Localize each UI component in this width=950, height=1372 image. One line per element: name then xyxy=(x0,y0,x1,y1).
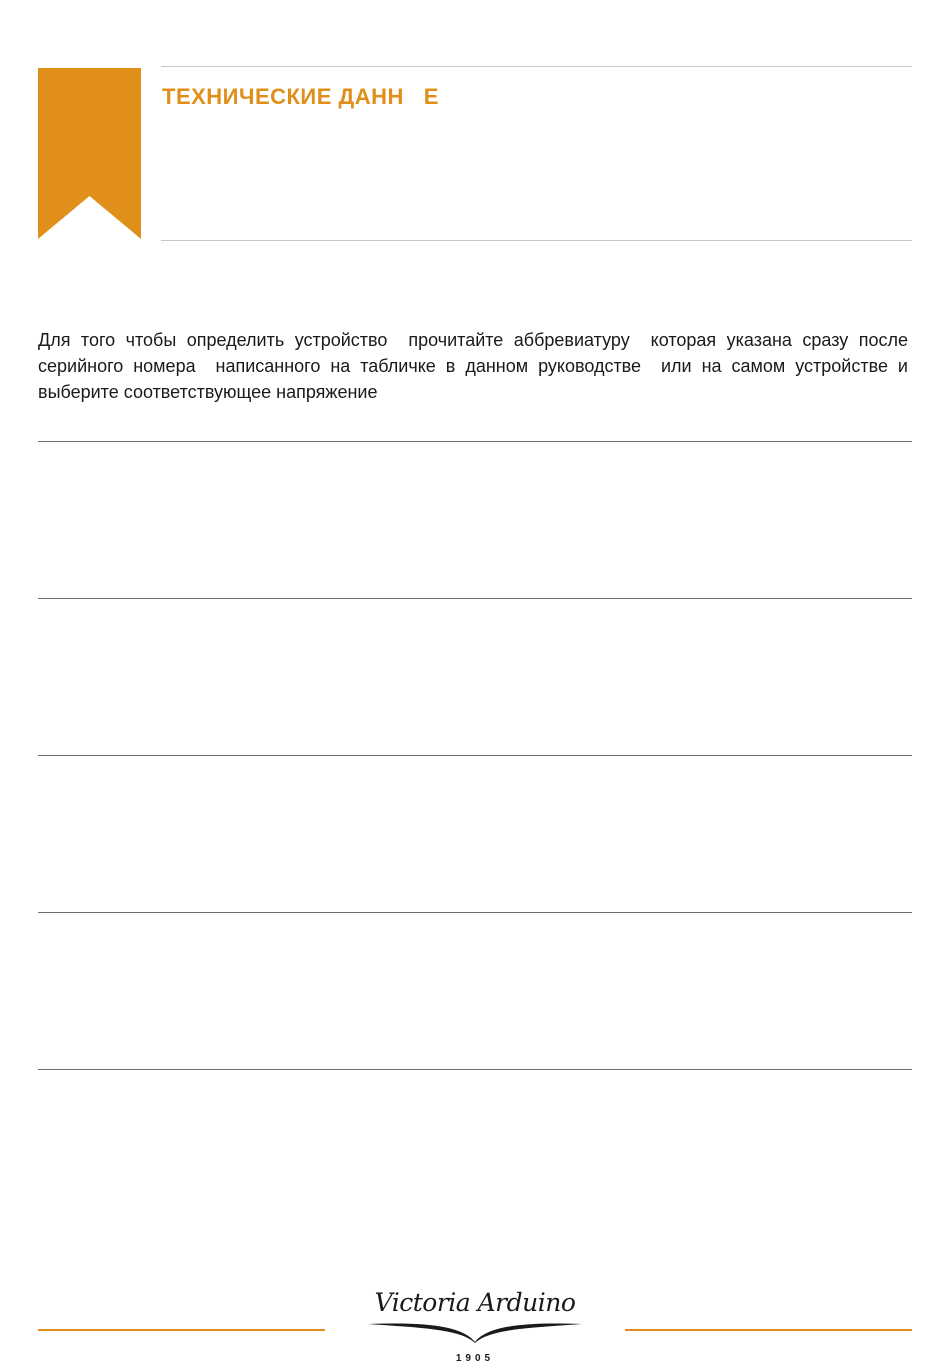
brand-logo xyxy=(362,1288,588,1370)
bookmark-ribbon-icon xyxy=(38,68,141,239)
wing-emblem-icon xyxy=(362,1316,588,1344)
footer-rule-left xyxy=(38,1329,325,1331)
table-divider xyxy=(38,755,912,756)
intro-paragraph: Для того чтобы определить устройство прочитайте аббревиатуру которая указана сразу после серийного номера написанного на табличке в данном руководстве или на самом устройстве и выберите соответствующее напряжение xyxy=(38,330,914,402)
logo-wordmark: Victoria Arduino xyxy=(374,1288,576,1317)
title-top-rule xyxy=(161,66,912,67)
title-bottom-rule xyxy=(161,240,912,241)
table-divider xyxy=(38,441,912,442)
logo-year: 1905 xyxy=(455,1353,495,1364)
table-divider xyxy=(38,598,912,599)
footer-rule-right xyxy=(625,1329,912,1331)
table-divider xyxy=(38,912,912,913)
table-divider xyxy=(38,1069,912,1070)
page-title: ТЕХНИЧЕСКИЕ ДАНН Е xyxy=(162,84,439,109)
